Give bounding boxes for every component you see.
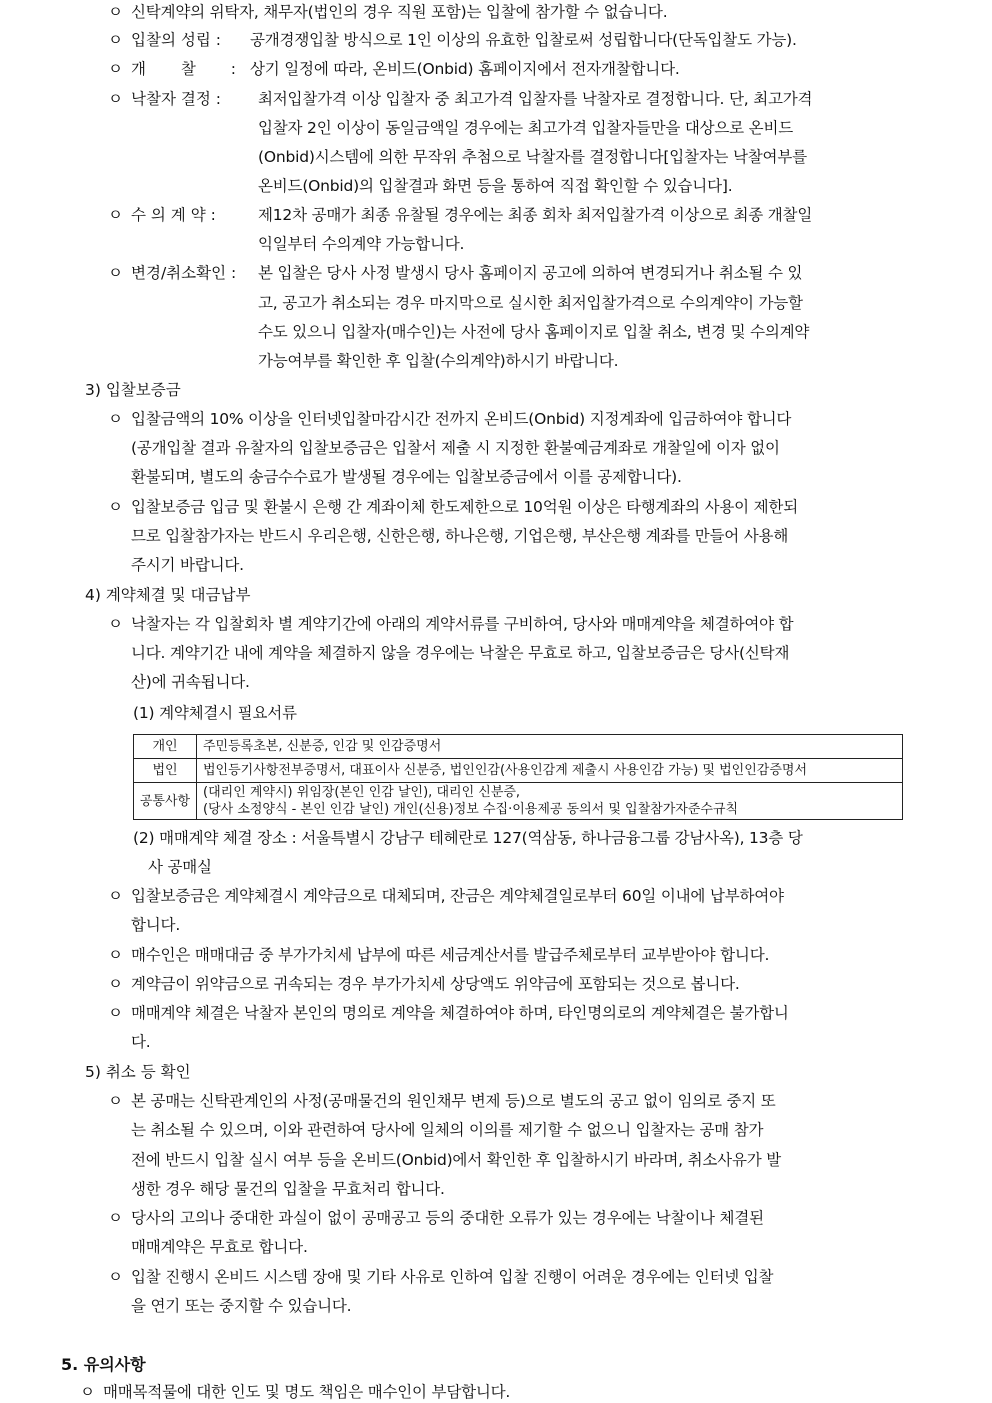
text-line: 고, 공고가 취소되는 경우 마지막으로 실시한 최저입찰가격으로 수의계약이 가능할 bbox=[258, 294, 803, 312]
text-line: 입찰보증금은 계약체결시 계약금으로 대체되며, 잔금은 계약체결일로부터 60일 이내에 납부하여야 bbox=[131, 887, 784, 905]
bullet: ㅇ bbox=[108, 1092, 123, 1110]
section-heading: 5) 취소 등 확인 bbox=[85, 1063, 191, 1081]
text-line: 입찰금액의 10% 이상을 인터넷입찰마감시간 전까지 온비드(Onbid) 지정계좌에 입금하여야 합니다 bbox=[131, 410, 792, 428]
text-line: 낙찰자는 각 입찰회차 별 계약기간에 아래의 계약서류를 구비하여, 당사와 매매계약을 체결하여야 합 bbox=[131, 615, 794, 633]
item-label: 입찰의 성립 : bbox=[131, 31, 221, 49]
text-line: 수도 있으니 입찰자(매수인)는 사전에 당사 홈페이지로 입찰 취소, 변경 및 수의계약 bbox=[258, 323, 810, 341]
bullet: ㅇ bbox=[80, 1383, 95, 1401]
bullet: ㅇ bbox=[108, 1268, 123, 1286]
text-line: 사 공매실 bbox=[148, 858, 212, 876]
text-line: 입찰자 2인 이상이 동일금액일 경우에는 최고가격 입찰자들만을 대상으로 온비드 bbox=[258, 119, 793, 137]
bullet: ㅇ bbox=[108, 264, 123, 282]
text-line: 매매계약 체결은 낙찰자 본인의 명의로 계약을 체결하여야 하며, 타인명의로의 계약체결은 불가합니 bbox=[131, 1004, 789, 1022]
table-cell-line: (당사 소정양식 - 본인 인감 날인) 개인(신용)정보 수집·이용제공 동의서 및 입찰참가자준수규칙 bbox=[203, 802, 739, 817]
required-documents-table bbox=[133, 734, 903, 820]
bullet: ㅇ bbox=[108, 615, 123, 633]
subsection-heading: (1) 계약체결시 필요서류 bbox=[133, 704, 297, 722]
text-line: (공개입찰 결과 유찰자의 입찰보증금은 입찰서 제출 시 지정한 환불예금계좌로 개찰일에 이자 없이 bbox=[131, 439, 780, 457]
bullet: ㅇ bbox=[108, 1209, 123, 1227]
text-line: 매매계약은 무효로 합니다. bbox=[131, 1238, 308, 1256]
text-line: 매수인은 매매대금 중 부가가치세 납부에 따른 세금계산서를 발급주체로부터 교부받아야 합니다. bbox=[131, 946, 770, 964]
text-line: 환불되며, 별도의 송금수수료가 발생될 경우에는 입찰보증금에서 이를 공제합니다). bbox=[131, 468, 682, 486]
text-line: 므로 입찰참가자는 반드시 우리은행, 신한은행, 하나은행, 기업은행, 부산은행 계좌를 만들어 사용해 bbox=[131, 527, 789, 545]
text-line: 을 연기 또는 중지할 수 있습니다. bbox=[131, 1297, 352, 1315]
text-line: 는 취소될 수 있으며, 이와 관련하여 당사에 일체의 이의를 제기할 수 없으니 입찰자는 공매 참가 bbox=[131, 1121, 764, 1139]
text-line: 공개경쟁입찰 방식으로 1인 이상의 유효한 입찰로써 성립합니다(단독입찰도 가능). bbox=[250, 31, 797, 49]
text-line: 가능여부를 확인한 후 입찰(수의계약)하시기 바랍니다. bbox=[258, 352, 619, 370]
item-label: 수 의 계 약 : bbox=[131, 206, 216, 224]
text-line: 제12차 공매가 최종 유찰될 경우에는 최종 회차 최저입찰가격 이상으로 최종 개찰일 bbox=[258, 206, 813, 224]
text-line: 본 공매는 신탁관계인의 사정(공매물건의 원인채무 변제 등)으로 별도의 공고 없이 임의로 중지 또 bbox=[131, 1092, 776, 1110]
bullet: ㅇ bbox=[108, 975, 123, 993]
text-line: 온비드(Onbid)의 입찰결과 화면 등을 통하여 직접 확인할 수 있습니다]. bbox=[258, 177, 733, 195]
section-heading: 3) 입찰보증금 bbox=[85, 381, 181, 399]
text-line: 합니다. bbox=[131, 916, 181, 934]
table-cell: 주민등록초본, 신분증, 인감 및 인감증명서 bbox=[197, 735, 903, 759]
bullet: ㅇ bbox=[108, 498, 123, 516]
table-cell bbox=[197, 783, 903, 820]
text-line: 생한 경우 해당 물건의 입찰을 무효처리 합니다. bbox=[131, 1180, 445, 1198]
text-line: 매매목적물에 대한 인도 및 명도 책임은 매수인이 부담합니다. bbox=[103, 1383, 511, 1401]
item-label: 낙찰자 결정 : bbox=[131, 90, 221, 108]
text-line: 주시기 바랍니다. bbox=[131, 556, 244, 574]
text-line: 본 입찰은 당사 사정 발생시 당사 홈페이지 공고에 의하여 변경되거나 취소될 수 있 bbox=[258, 264, 803, 282]
table-row-label: 공통사항 bbox=[134, 783, 197, 820]
item-label: 개 찰 : bbox=[131, 60, 237, 78]
table-row-label: 개인 bbox=[134, 735, 197, 759]
bullet: ㅇ bbox=[108, 887, 123, 905]
text-line: 다. bbox=[131, 1033, 151, 1051]
text-line: 전에 반드시 입찰 실시 여부 등을 온비드(Onbid)에서 확인한 후 입찰하시기 바라며, 취소사유가 발 bbox=[131, 1151, 781, 1169]
item-label: 변경/취소확인 : bbox=[131, 264, 237, 282]
table-row bbox=[134, 759, 903, 783]
text-line: 당사의 고의나 중대한 과실이 없이 공매공고 등의 중대한 오류가 있는 경우에는 낙찰이나 체결된 bbox=[131, 1209, 764, 1227]
table-row-label: 법인 bbox=[134, 759, 197, 783]
text-line: 익일부터 수의계약 가능합니다. bbox=[258, 235, 465, 253]
text-line: 입찰보증금 입금 및 환불시 은행 간 계좌이체 한도제한으로 10억원 이상은 타행계좌의 사용이 제한되 bbox=[131, 498, 798, 516]
text-line: (2) 매매계약 체결 장소 : 서울특별시 강남구 테헤란로 127(역삼동, 하나금융그룹 강남사옥), 13층 당 bbox=[133, 829, 803, 847]
text-line: 산)에 귀속됩니다. bbox=[131, 673, 250, 691]
section-title: 5. 유의사항 bbox=[61, 1355, 146, 1374]
text-line: (Onbid)시스템에 의한 무작위 추첨으로 낙찰자를 결정합니다[입찰자는 낙찰여부를 bbox=[258, 148, 807, 166]
table-cell: 법인등기사항전부증명서, 대표이사 신분증, 법인인감(사용인감계 제출시 사용인감 가능) 및 법인인감증명서 bbox=[197, 759, 903, 783]
text-line: 니다. 계약기간 내에 계약을 체결하지 않을 경우에는 낙찰은 무효로 하고, 입찰보증금은 당사(신탁재 bbox=[131, 644, 790, 662]
section-heading: 4) 계약체결 및 대금납부 bbox=[85, 586, 251, 604]
bullet: ㅇ bbox=[108, 946, 123, 964]
bullet: ㅇ bbox=[108, 90, 123, 108]
bullet: ㅇ bbox=[108, 60, 123, 78]
bullet: ㅇ bbox=[108, 206, 123, 224]
text-line: 최저입찰가격 이상 입찰자 중 최고가격 입찰자를 낙찰자로 결정합니다. 단, 최고가격 bbox=[258, 90, 813, 108]
bullet: ㅇ bbox=[108, 1004, 123, 1022]
bullet: ㅇ bbox=[108, 31, 123, 49]
table-row bbox=[134, 735, 903, 759]
table-row bbox=[134, 783, 903, 820]
table-cell-line: (대리인 계약시) 위임장(본인 인감 날인), 대리인 신분증, bbox=[203, 785, 521, 800]
text-line: 입찰 진행시 온비드 시스템 장애 및 기타 사유로 인하여 입찰 진행이 어려운 경우에는 인터넷 입찰 bbox=[131, 1268, 774, 1286]
text-line: 신탁계약의 위탁자, 채무자(법인의 경우 직원 포함)는 입찰에 참가할 수 없습니다. bbox=[131, 3, 668, 21]
bullet: ㅇ bbox=[108, 410, 123, 428]
bullet: ㅇ bbox=[108, 3, 123, 21]
text-line: 상기 일정에 따라, 온비드(Onbid) 홈페이지에서 전자개찰합니다. bbox=[250, 60, 680, 78]
text-line: 계약금이 위약금으로 귀속되는 경우 부가가치세 상당액도 위약금에 포함되는 것으로 봅니다. bbox=[131, 975, 740, 993]
